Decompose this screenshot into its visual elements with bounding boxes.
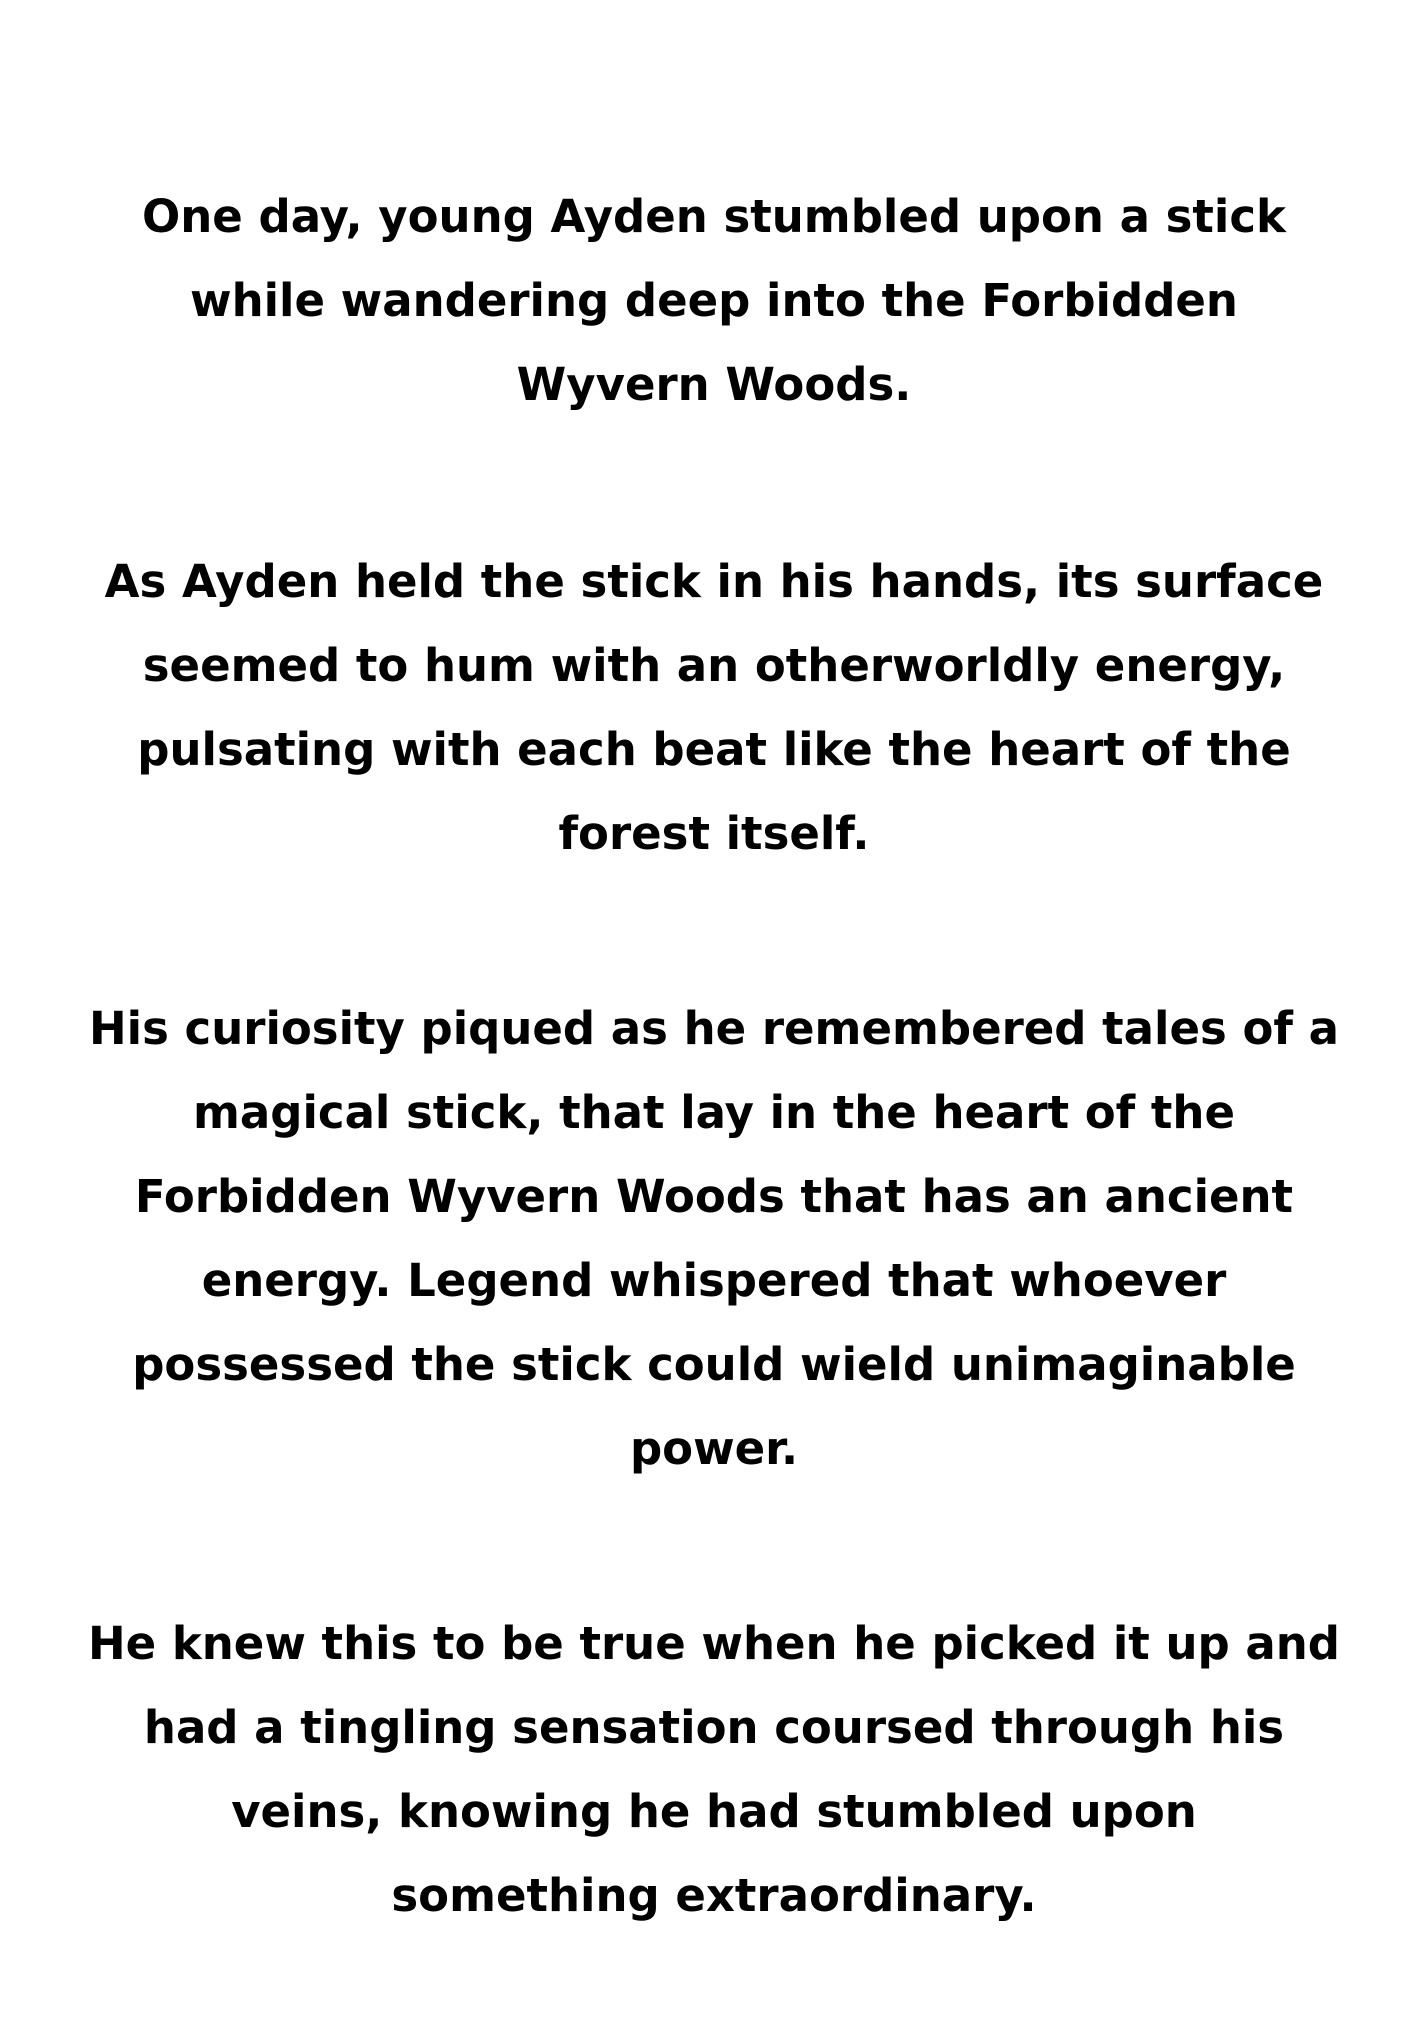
- paragraph-line: power.: [629, 1422, 799, 1475]
- story-paragraph-1: [0, 175, 1428, 427]
- paragraph-line: Forbidden Wyvern Woods that has an ancient: [134, 1170, 1294, 1223]
- paragraph-line: His curiosity piqued as he remembered tales of a: [89, 1002, 1339, 1055]
- paragraph-line: possessed the stick could wield unimaginable: [132, 1338, 1296, 1391]
- paragraph-line: pulsating with each beat like the heart of the: [137, 723, 1291, 776]
- paragraph-line: veins, knowing he had stumbled upon: [231, 1785, 1197, 1838]
- paragraph-line: had a tingling sensation coursed through his: [143, 1701, 1285, 1754]
- paragraph-line: As Ayden held the stick in his hands, its surface: [104, 555, 1324, 608]
- paragraph-line: forest itself.: [558, 807, 870, 860]
- story-paragraph-4: [0, 1602, 1428, 1938]
- paragraph-line: seemed to hum with an otherworldly energy,: [142, 639, 1286, 692]
- story-paragraph-2: [0, 540, 1428, 876]
- paragraph-line: He knew this to be true when he picked it up and: [87, 1617, 1341, 1670]
- paragraph-line: One day, young Ayden stumbled upon a stick: [142, 190, 1286, 243]
- paragraph-line: Wyvern Woods.: [516, 358, 912, 411]
- paragraph-line: something extraordinary.: [391, 1869, 1037, 1922]
- paragraph-line: magical stick, that lay in the heart of the: [193, 1086, 1235, 1139]
- story-paragraph-3: [0, 987, 1428, 1491]
- paragraph-line: energy. Legend whispered that whoever: [201, 1254, 1227, 1307]
- paragraph-line: while wandering deep into the Forbidden: [190, 274, 1238, 327]
